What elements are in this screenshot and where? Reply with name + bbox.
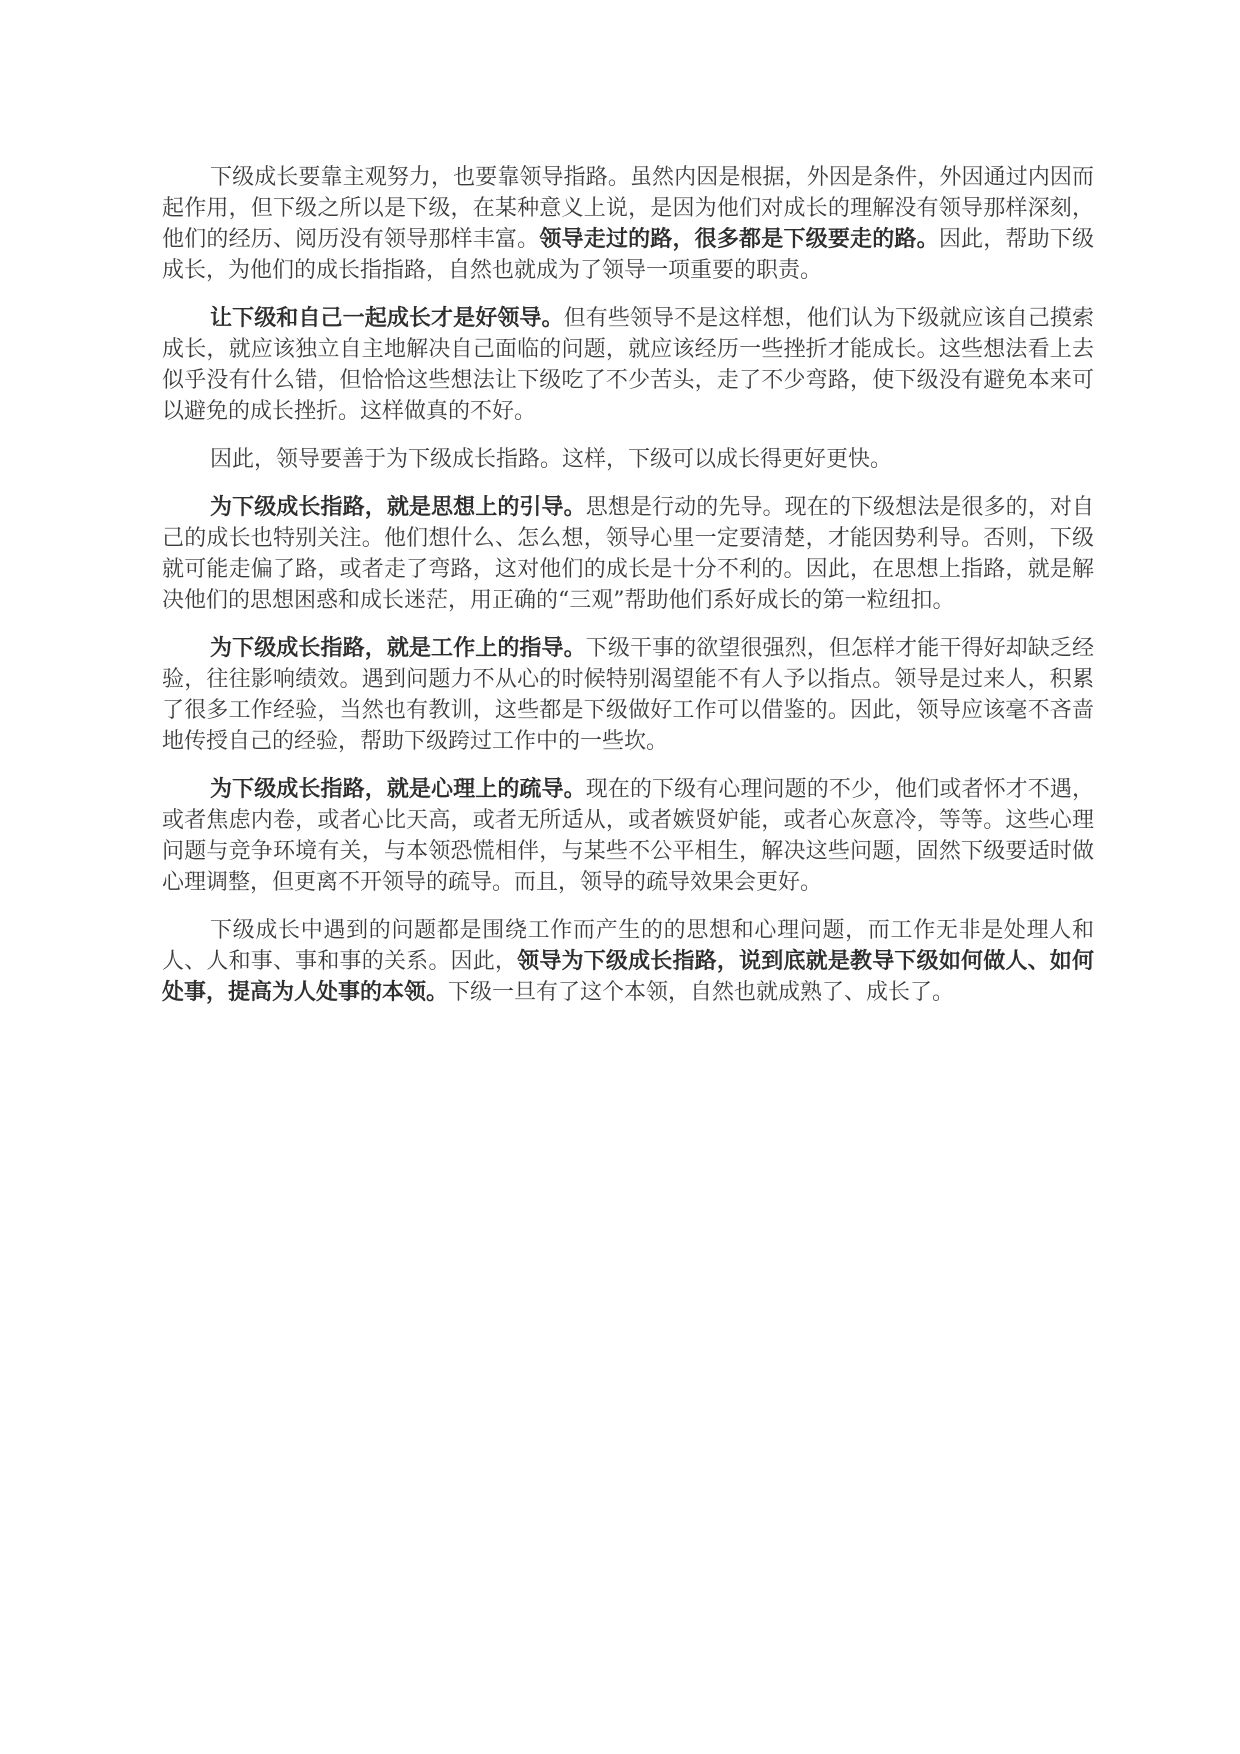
paragraph-2-text: 但有些领导不是这样想，他们认为下级就应该自己摸索成长，就应该独立自主地解决自己面临的问题，就应该经历一些挫折才能成长。这些想法看上去似乎没有什么错，但恰恰这些想法让下级吃了不少苦头，走了不少弯路，使下级没有避免本来可以避免的成长挫折。这样做真的不好。: [162, 306, 1094, 424]
paragraph-6: [162, 774, 1094, 898]
paragraph-3-text: 因此，领导要善于为下级成长指路。这样，下级可以成长得更好更快。: [210, 447, 893, 472]
paragraph-2-emphasis: 让下级和自己一起成长才是好领导。: [210, 306, 564, 331]
paragraph-7-emphasis: 领导为下级成长指路，说到底就是教导下级如何做人、如何处事，提高为人处事的本领。: [162, 949, 1094, 1005]
paragraph-7-text: 下级成长中遇到的问题都是围绕工作而产生的的思想和心理问题，而工作无非是处理人和人、人和事、事和事的关系。因此，: [162, 918, 1094, 974]
paragraph-1-emphasis: 领导走过的路，很多都是下级要走的路。: [539, 227, 939, 252]
paragraph-1-text-end: 因此，帮助下级成长，为他们的成长指指路，自然也就成为了领导一项重要的职责。: [162, 227, 1094, 283]
document-page: [162, 162, 1094, 1025]
paragraph-1-text: 下级成长要靠主观努力，也要靠领导指路。虽然内因是根据，外因是条件，外因通过内因而起作用，但下级之所以是下级，在某种意义上说，是因为他们对成长的理解没有领导那样深刻，他们的经历、阅历没有领导那样丰富。: [162, 165, 1094, 252]
paragraph-2: [162, 303, 1094, 427]
paragraph-7: [162, 915, 1094, 1008]
paragraph-1: [162, 162, 1094, 286]
paragraph-7-text-end: 下级一旦有了这个本领，自然也就成熟了、成长了。: [448, 980, 955, 1005]
paragraph-4-emphasis: 为下级成长指路，就是思想上的引导。: [210, 495, 586, 520]
paragraph-3: [162, 444, 1094, 475]
paragraph-6-emphasis: 为下级成长指路，就是心理上的疏导。: [210, 777, 586, 802]
paragraph-5-emphasis: 为下级成长指路，就是工作上的指导。: [210, 636, 586, 661]
paragraph-4: [162, 492, 1094, 616]
paragraph-6-text: 现在的下级有心理问题的不少，他们或者怀才不遇，或者焦虑内卷，或者心比天高，或者无所适从，或者嫉贤妒能，或者心灰意冷，等等。这些心理问题与竞争环境有关，与本领恐慌相伴，与某些不公平相生，解决这些问题，固然下级要适时做心理调整，但更离不开领导的疏导。而且，领导的疏导效果会更好。: [162, 777, 1094, 895]
paragraph-5: [162, 633, 1094, 757]
paragraph-4-text: 思想是行动的先导。现在的下级想法是很多的，对自己的成长也特别关注。他们想什么、怎么想，领导心里一定要清楚，才能因势利导。否则，下级就可能走偏了路，或者走了弯路，这对他们的成长是十分不利的。因此，在思想上指路，就是解决他们的思想困惑和成长迷茫，用正确的“三观”帮助他们系好成长的第一粒纽扣。: [162, 495, 1094, 613]
paragraph-5-text: 下级干事的欲望很强烈，但怎样才能干得好却缺乏经验，往往影响绩效。遇到问题力不从心的时候特别渴望能不有人予以指点。领导是过来人，积累了很多工作经验，当然也有教训，这些都是下级做好工作可以借鉴的。因此，领导应该毫不吝啬地传授自己的经验，帮助下级跨过工作中的一些坎。: [162, 636, 1094, 754]
